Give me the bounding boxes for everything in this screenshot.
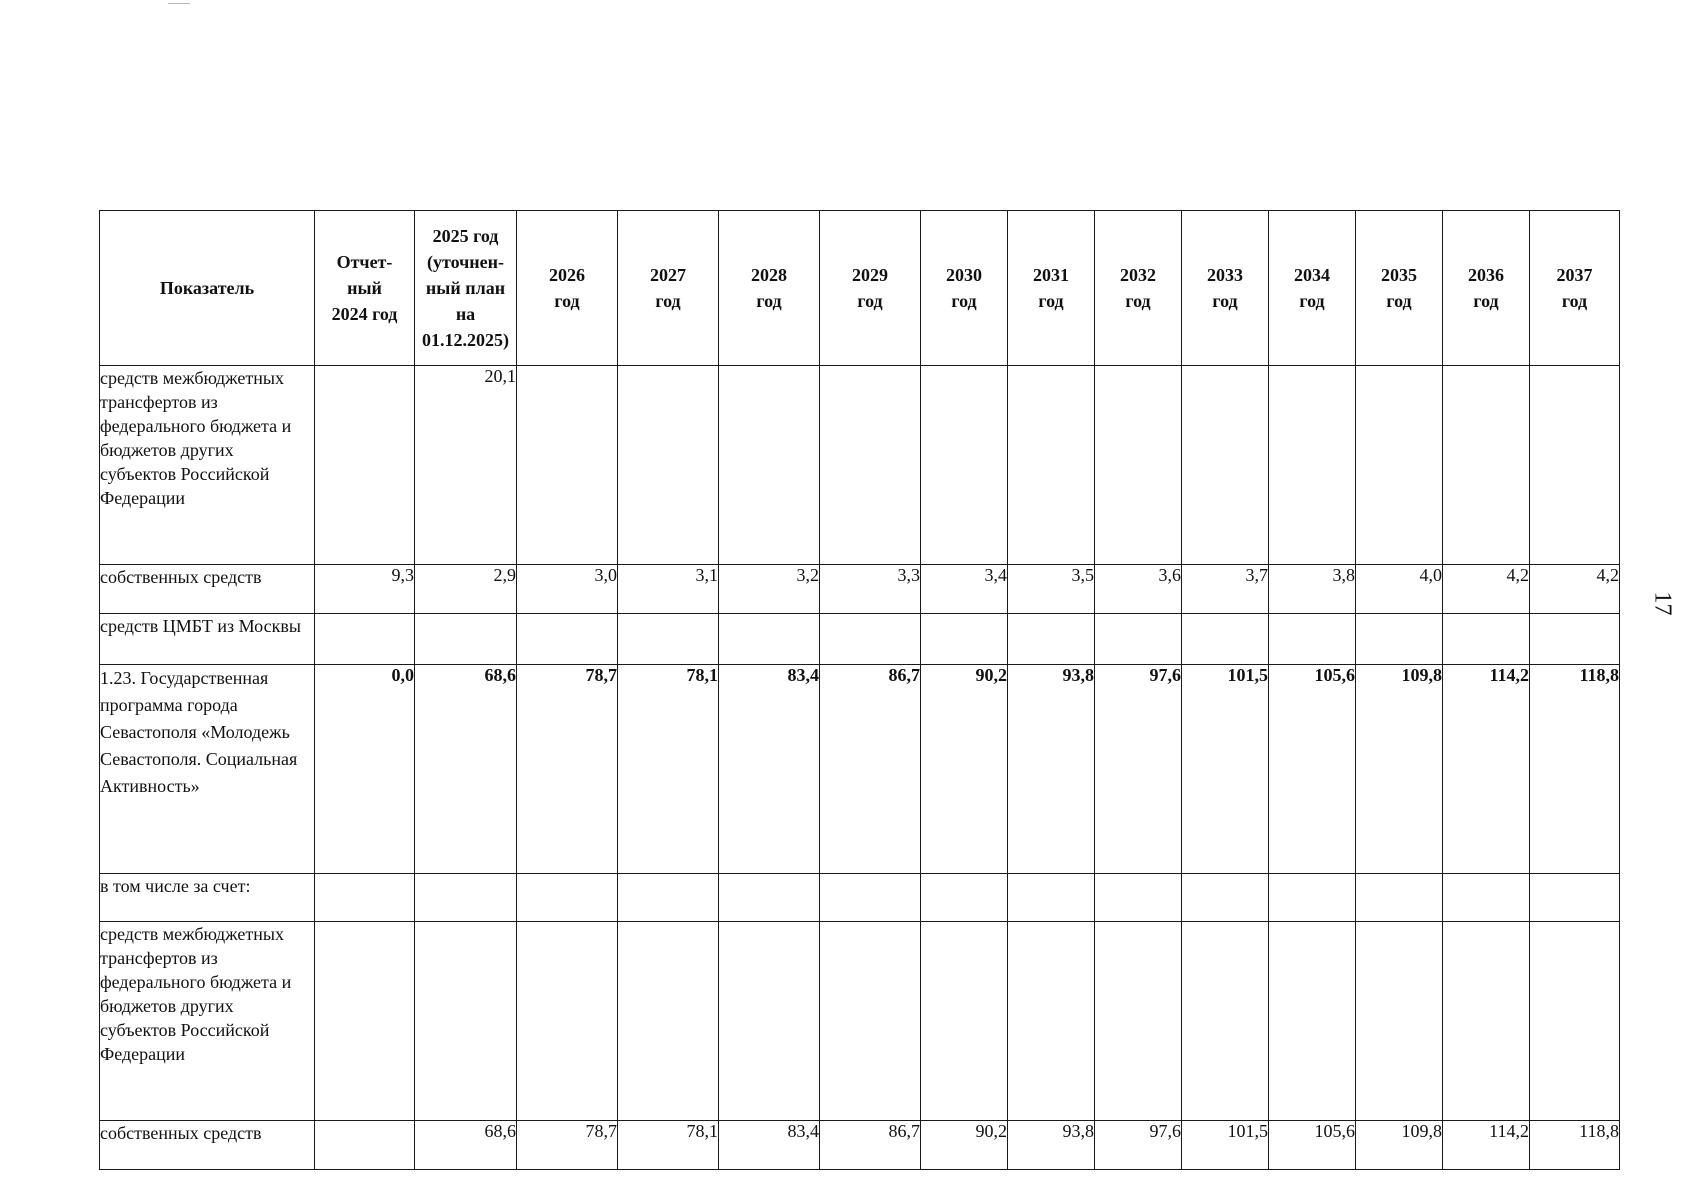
row-label: 1.23. Государственная программа города Севастополя «Молодежь Севастополя. Социальная Активность» (100, 665, 315, 874)
table-cell (820, 614, 921, 665)
table-cell (820, 874, 921, 922)
table-cell: 68,6 (415, 665, 517, 874)
table-row (100, 366, 1620, 565)
table-cell (1530, 922, 1620, 1121)
table-cell: 97,6 (1095, 1121, 1182, 1170)
table-cell (315, 614, 415, 665)
table-cell: 3,2 (719, 565, 820, 614)
header-year-col: 2028 год (719, 211, 820, 366)
table-cell (1356, 614, 1443, 665)
table-cell (820, 366, 921, 565)
table-cell (1182, 366, 1269, 565)
table-cell (1356, 922, 1443, 1121)
table-cell (618, 874, 719, 922)
table-cell: 114,2 (1443, 1121, 1530, 1170)
table-cell (1008, 366, 1095, 565)
table-cell (719, 614, 820, 665)
table-cell: 78,7 (517, 1121, 618, 1170)
table-cell: 9,3 (315, 565, 415, 614)
table-cell (315, 1121, 415, 1170)
table-cell (1095, 922, 1182, 1121)
table-cell: 93,8 (1008, 1121, 1095, 1170)
table-cell (1269, 874, 1356, 922)
table-cell (315, 874, 415, 922)
table-cell (1443, 614, 1530, 665)
table-cell (1269, 922, 1356, 1121)
table-cell (1008, 922, 1095, 1121)
table-cell: 93,8 (1008, 665, 1095, 874)
table-row (100, 874, 1620, 922)
row-label: средств межбюджетных трансфертов из федерального бюджета и бюджетов других субъектов Российской Федерации (100, 922, 315, 1121)
table-cell: 118,8 (1530, 1121, 1620, 1170)
table-cell (1182, 874, 1269, 922)
table-cell: 105,6 (1269, 665, 1356, 874)
table-cell: 20,1 (415, 366, 517, 565)
table-cell: 109,8 (1356, 665, 1443, 874)
table-cell (1095, 874, 1182, 922)
table-cell: 4,0 (1356, 565, 1443, 614)
table-cell: 86,7 (820, 665, 921, 874)
row-label: собственных средств (100, 1121, 315, 1170)
table-cell: 78,1 (618, 1121, 719, 1170)
row-label: собственных средств (100, 565, 315, 614)
table-cell (719, 366, 820, 565)
table-cell (1182, 614, 1269, 665)
table-cell (1443, 922, 1530, 1121)
table-cell: 101,5 (1182, 665, 1269, 874)
table-cell: 83,4 (719, 665, 820, 874)
table-cell (1008, 874, 1095, 922)
header-year-col: 2034 год (1269, 211, 1356, 366)
table-cell (517, 874, 618, 922)
table-cell: 3,4 (921, 565, 1008, 614)
table-cell (719, 922, 820, 1121)
table-cell (1530, 874, 1620, 922)
table-cell: 90,2 (921, 1121, 1008, 1170)
header-year-col: Отчет- ный 2024 год (315, 211, 415, 366)
table-cell (517, 922, 618, 1121)
table-cell: 109,8 (1356, 1121, 1443, 1170)
table-cell (1269, 614, 1356, 665)
header-year-col: 2031 год (1008, 211, 1095, 366)
table-cell (517, 366, 618, 565)
table-cell (1356, 366, 1443, 565)
table-cell: 0,0 (315, 665, 415, 874)
table-cell (820, 922, 921, 1121)
table-cell (1269, 366, 1356, 565)
table-cell (921, 366, 1008, 565)
table-cell (618, 366, 719, 565)
table-cell (1443, 874, 1530, 922)
table-cell: 68,6 (415, 1121, 517, 1170)
table-cell (618, 922, 719, 1121)
header-year-col: 2025 год (уточнен- ный план на 01.12.2025) (415, 211, 517, 366)
table-cell (1530, 366, 1620, 565)
table-cell: 83,4 (719, 1121, 820, 1170)
table-row (100, 565, 1620, 614)
table-row (100, 922, 1620, 1121)
table-cell: 3,8 (1269, 565, 1356, 614)
table-cell (315, 922, 415, 1121)
table-cell (719, 874, 820, 922)
table-cell: 101,5 (1182, 1121, 1269, 1170)
table-cell (415, 874, 517, 922)
header-year-col: 2035 год (1356, 211, 1443, 366)
header-year-col: 2037 год (1530, 211, 1620, 366)
table-cell (1356, 874, 1443, 922)
table-cell (1530, 614, 1620, 665)
table-cell: 3,5 (1008, 565, 1095, 614)
table-cell: 3,3 (820, 565, 921, 614)
table-cell: 90,2 (921, 665, 1008, 874)
table-cell (618, 614, 719, 665)
header-row (100, 211, 1620, 366)
row-label: средств межбюджетных трансфертов из федерального бюджета и бюджетов других субъектов Российской Федерации (100, 366, 315, 565)
page-number: 17 (1649, 591, 1676, 616)
header-year-col: 2036 год (1443, 211, 1530, 366)
table-cell: 2,9 (415, 565, 517, 614)
row-label: средств ЦМБТ из Москвы (100, 614, 315, 665)
table-cell: 3,6 (1095, 565, 1182, 614)
header-year-col: 2032 год (1095, 211, 1182, 366)
table-cell (1182, 922, 1269, 1121)
table-cell: 105,6 (1269, 1121, 1356, 1170)
table-cell: 4,2 (1443, 565, 1530, 614)
table-row (100, 1121, 1620, 1170)
table-cell (1008, 614, 1095, 665)
table-cell: 118,8 (1530, 665, 1620, 874)
table-cell: 4,2 (1530, 565, 1620, 614)
header-indicator: Показатель (100, 211, 315, 366)
table-cell (315, 366, 415, 565)
table-cell: 114,2 (1443, 665, 1530, 874)
table-cell (1095, 614, 1182, 665)
row-label: в том числе за счет: (100, 874, 315, 922)
header-year-col: 2030 год (921, 211, 1008, 366)
table-cell (921, 922, 1008, 1121)
table-row (100, 614, 1620, 665)
table-row (100, 665, 1620, 874)
table-cell: 78,7 (517, 665, 618, 874)
table-cell (415, 922, 517, 1121)
header-year-col: 2027 год (618, 211, 719, 366)
scan-mark (168, 3, 190, 4)
table-cell (1443, 366, 1530, 565)
table-cell (921, 874, 1008, 922)
table-cell (517, 614, 618, 665)
table-cell (921, 614, 1008, 665)
table-cell: 3,0 (517, 565, 618, 614)
header-year-col: 2026 год (517, 211, 618, 366)
header-year-col: 2033 год (1182, 211, 1269, 366)
table-cell (415, 614, 517, 665)
header-year-col: 2029 год (820, 211, 921, 366)
table-cell: 86,7 (820, 1121, 921, 1170)
table-cell: 78,1 (618, 665, 719, 874)
table-cell: 97,6 (1095, 665, 1182, 874)
table-cell: 3,1 (618, 565, 719, 614)
budget-table (99, 210, 1620, 1170)
table-cell (1095, 366, 1182, 565)
table-cell: 3,7 (1182, 565, 1269, 614)
